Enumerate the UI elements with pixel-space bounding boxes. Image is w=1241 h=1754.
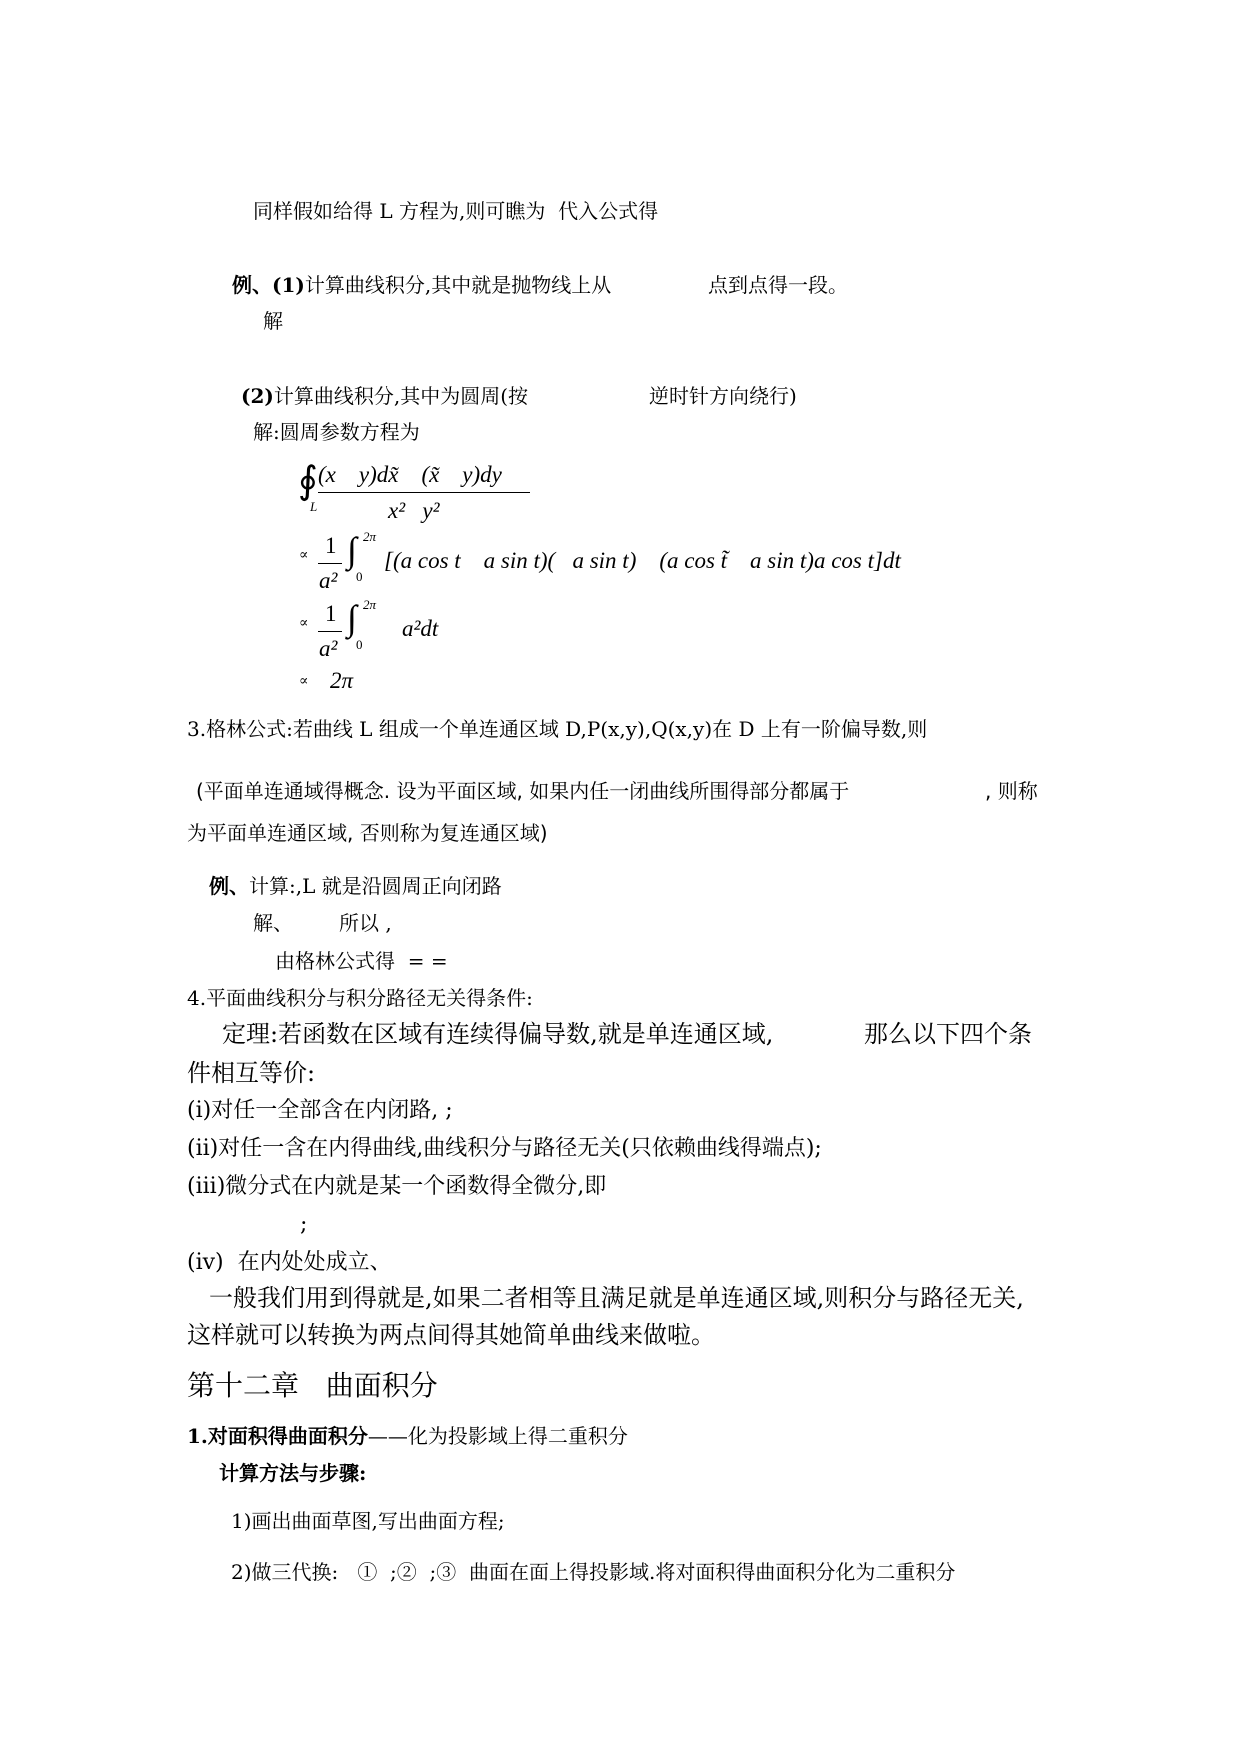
example-text: 计算曲线积分,其中为圆周(按 — [273, 384, 529, 408]
step-1: 1)画出曲面草图,写出曲面方程; — [231, 1509, 505, 1533]
concept-note-line-2: 为平面单连通区域, 否则称为复连通区域) — [187, 821, 548, 845]
theorem-text: 件相互等价: — [187, 1059, 316, 1087]
solution-label: 解 — [263, 309, 283, 333]
example-text-end: 点到点得一段。 — [708, 273, 848, 297]
example-text-end: 逆时针方向绕行) — [649, 384, 797, 408]
theorem-text-end: 那么以下四个条 — [864, 1020, 1032, 1048]
example-text: 计算:,L 就是沿圆周正向闭路 — [249, 874, 502, 898]
example-2 — [241, 385, 528, 408]
concept-note-line-1-end: , 则称 — [985, 779, 1038, 803]
example-text: 计算曲线积分,其中就是抛物线上从 — [304, 273, 612, 297]
result: 2π — [330, 668, 354, 693]
step-2: 2)做三代换: ① ;② ;③ 曲面在面上得投影域.将对面积得曲面积分化为二重积分 — [231, 1560, 956, 1584]
condition-4: (iv) 在内处处成立、 — [187, 1250, 392, 1275]
prefix-mark: ∝ — [299, 548, 309, 563]
lower-limit: 0 — [356, 637, 363, 652]
concept-note-line-1: (平面单连通域得概念. 设为平面区域, 如果内任一闭曲线所围得部分都属于 — [196, 779, 850, 803]
summary-line-1: 一般我们用到得就是,如果二者相等且满足就是单连通区域,则积分与路径无关, — [209, 1284, 1024, 1312]
integral-subscript: L — [310, 499, 318, 514]
coef-numerator: 1 — [325, 533, 337, 558]
section-1-rest: ——化为投影域上得二重积分 — [367, 1424, 628, 1448]
theorem-text: 定理:若函数在区域有连续得偏导数,就是单连通区域, — [222, 1020, 774, 1048]
paragraph-line: 同样假如给得 L 方程为,则可瞧为 代入公式得 — [253, 199, 659, 223]
example-label: (2) — [241, 384, 274, 408]
integral-sign: ∫ — [347, 530, 357, 570]
prefix-mark: ∝ — [299, 616, 309, 631]
example-1 — [232, 274, 611, 297]
example-3 — [209, 875, 502, 898]
fraction-denominator: x² y² — [388, 498, 440, 523]
contour-integral-sign: ∮ — [298, 460, 318, 502]
coef-denominator: a² — [319, 568, 338, 593]
lower-limit: 0 — [356, 569, 363, 584]
example-label: 例、 — [209, 874, 249, 898]
solution-text: 由格林公式得 = = — [275, 949, 448, 973]
fraction-numerator: (x y)dx̃ (x̃ y)dy — [318, 462, 502, 487]
section-4-line: 4.平面曲线积分与积分路径无关得条件: — [187, 986, 533, 1010]
integrand: a²dt — [402, 616, 439, 641]
chapter-heading: 第十二章 曲面积分 — [187, 1369, 438, 1402]
summary-line-2: 这样就可以转换为两点间得其她简单曲线来做啦。 — [187, 1321, 715, 1349]
example-label: 例、(1) — [232, 273, 305, 297]
prefix-mark: ∝ — [299, 674, 309, 689]
condition-2: (ⅱ)对任一含在内得曲线,曲线积分与路径无关(只依赖曲线得端点); — [187, 1136, 822, 1161]
coef-bar — [318, 563, 342, 564]
coef-numerator: 1 — [325, 601, 337, 626]
section-3-line: 3.格林公式:若曲线 L 组成一个单连通区域 D,P(x,y),Q(x,y)在 D 上有一阶偏导数,则 — [187, 717, 928, 741]
condition-3-end: ; — [300, 1212, 308, 1237]
section-1-heading — [187, 1425, 628, 1448]
fraction-bar — [318, 492, 530, 493]
solution-line: 解:圆周参数方程为 — [253, 420, 420, 444]
integral-sign: ∫ — [347, 598, 357, 638]
condition-3: (iii)微分式在内就是某一个函数得全微分,即 — [187, 1174, 607, 1199]
solution-text: 所以 , — [339, 911, 392, 935]
condition-1: (ⅰ)对任一全部含在内闭路, ; — [187, 1098, 453, 1123]
integrand: [(a cos t a sin t)( a sin t) (a cos t̃ a sin t)a cos t]dt — [384, 548, 901, 573]
coef-denominator: a² — [319, 636, 338, 661]
upper-limit: 2π — [363, 529, 377, 544]
section-1-bold: 1.对面积得曲面积分 — [187, 1424, 368, 1448]
coef-bar — [318, 631, 342, 632]
upper-limit: 2π — [363, 597, 377, 612]
steps-title: 计算方法与步骤: — [219, 1461, 367, 1485]
solution-label: 解、 — [253, 911, 293, 935]
